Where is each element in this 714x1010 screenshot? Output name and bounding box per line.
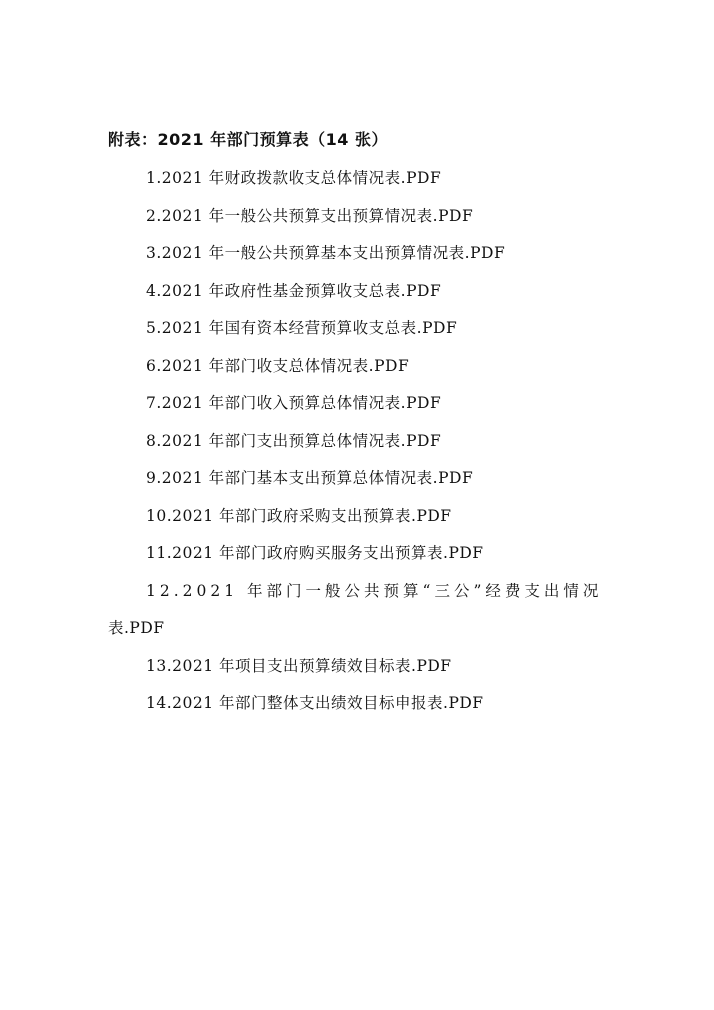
list-item-12-line1: 12.2021 年部门一般公共预算“三公”经费支出情况 (146, 581, 603, 600)
list-item-10: 10.2021 年部门政府采购支出预算表.PDF (146, 506, 452, 525)
list-item-12 (108, 573, 608, 648)
list-item-11: 11.2021 年部门政府购买服务支出预算表.PDF (146, 544, 484, 562)
list-item-9: 9.2021 年部门基本支出预算总体情况表.PDF (146, 469, 474, 487)
list-item-2: 2.2021 年一般公共预算支出预算情况表.PDF (146, 206, 474, 225)
list-item-4: 4.2021 年政府性基金预算收支总表.PDF (146, 281, 442, 300)
list-item-12-line1-row (108, 573, 608, 611)
list-item-3: 3.2021 年一般公共预算基本支出预算情况表.PDF (146, 244, 506, 262)
attachment-heading: 附表：2021 年部门预算表（14 张） (108, 130, 388, 149)
list-item-7: 7.2021 年部门收入预算总体情况表.PDF (146, 394, 442, 412)
list-item-12-line2: 表.PDF (108, 619, 165, 637)
list-item-5: 5.2021 年国有资本经营预算收支总表.PDF (146, 319, 458, 337)
list-item-13: 13.2021 年项目支出预算绩效目标表.PDF (146, 656, 452, 675)
list-item-14: 14.2021 年部门整体支出绩效目标申报表.PDF (146, 694, 484, 712)
attachment-list (108, 160, 608, 723)
list-item-1: 1.2021 年财政拨款收支总体情况表.PDF (146, 169, 442, 187)
list-item-8: 8.2021 年部门支出预算总体情况表.PDF (146, 431, 442, 450)
list-item-6: 6.2021 年部门收支总体情况表.PDF (146, 356, 410, 375)
